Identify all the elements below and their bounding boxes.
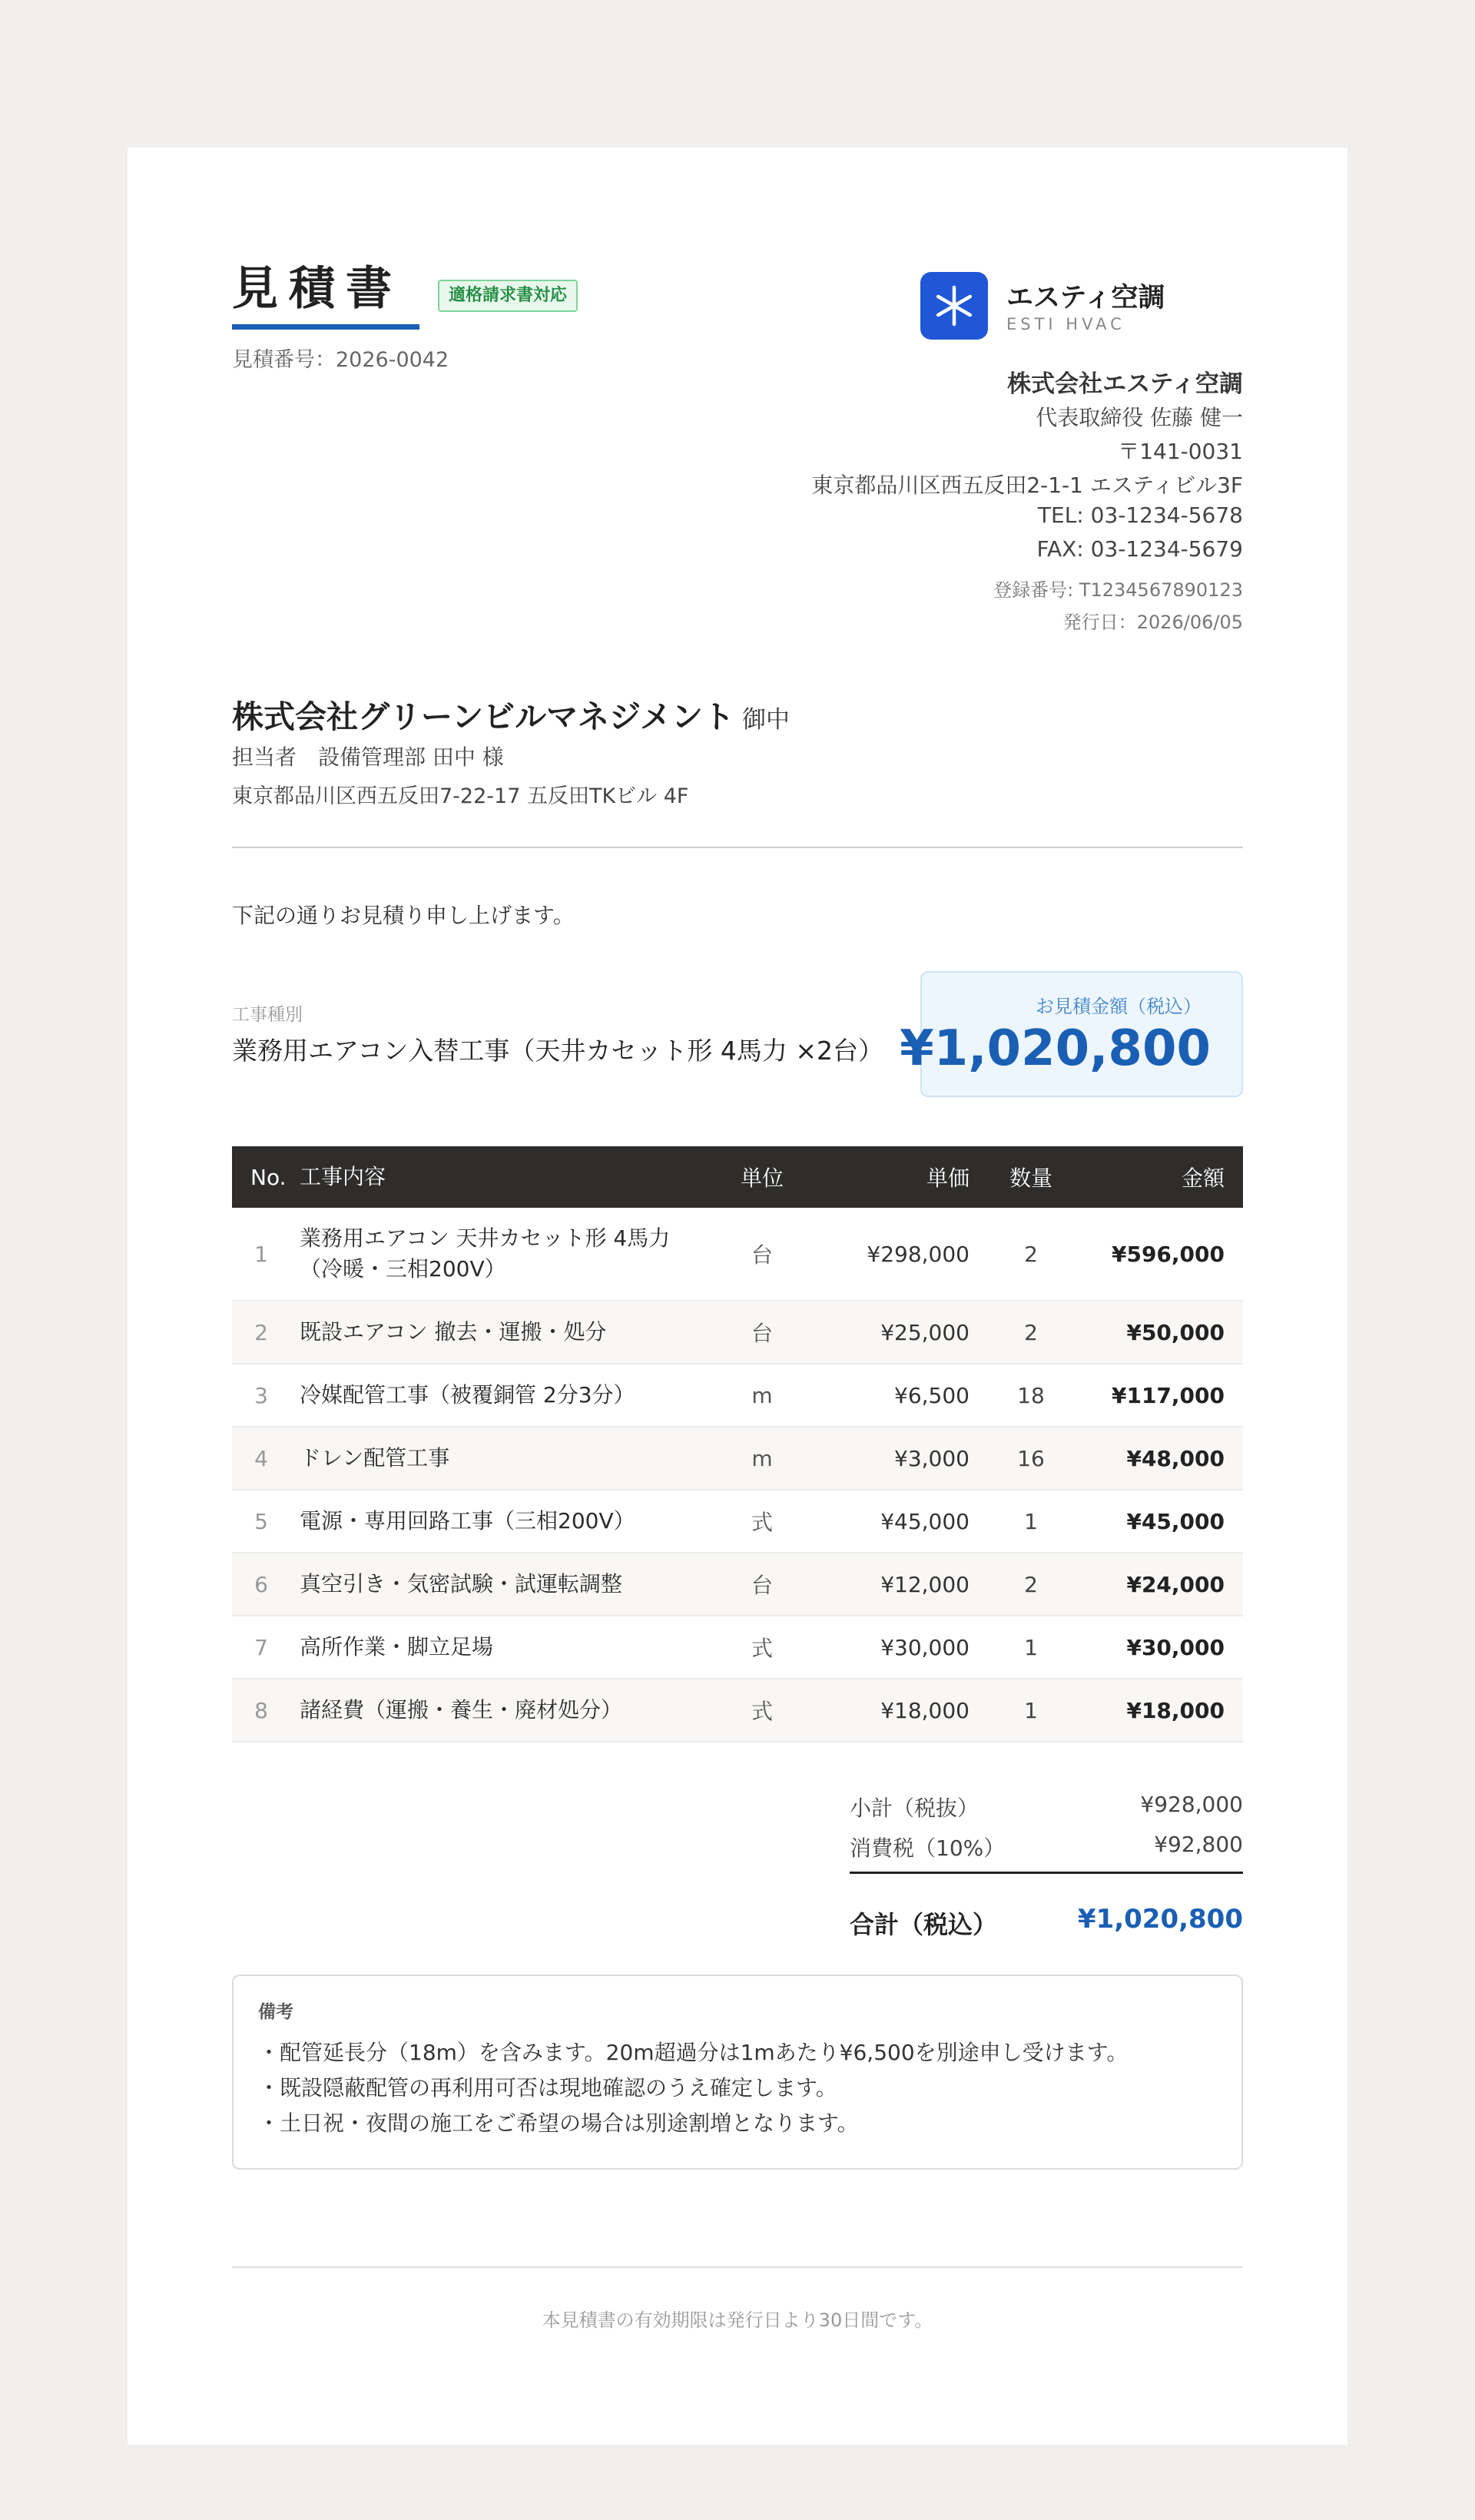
row-item-line1: 業務用エアコン 天井カセット形 4馬力 bbox=[300, 1225, 671, 1251]
client-contact: 担当者 設備管理部 田中 様 bbox=[232, 744, 504, 770]
row-item: ドレン配管工事 bbox=[300, 1445, 450, 1471]
row-unit: m bbox=[751, 1445, 773, 1471]
table-row bbox=[232, 1553, 1243, 1616]
divider bbox=[232, 847, 1243, 848]
row-unit: 式 bbox=[751, 1510, 773, 1535]
row-price: ¥45,000 bbox=[880, 1508, 970, 1534]
note-line: ・土日祝・夜間の施工をご希望の場合は別途割増となります。 bbox=[258, 2110, 859, 2136]
header-item: 工事内容 bbox=[300, 1164, 386, 1189]
table-header bbox=[232, 1146, 1243, 1208]
row-no: 1 bbox=[254, 1241, 268, 1267]
row-unit: 式 bbox=[751, 1636, 773, 1661]
company-fax: FAX: 03-1234-5679 bbox=[1036, 536, 1243, 562]
header-unit: 単位 bbox=[740, 1166, 784, 1191]
row-unit: 台 bbox=[751, 1321, 773, 1346]
line-items-table bbox=[232, 1146, 1243, 1742]
row-no: 7 bbox=[254, 1634, 268, 1660]
header-no: No. bbox=[250, 1164, 287, 1190]
row-unit: 台 bbox=[751, 1573, 773, 1598]
table-row bbox=[232, 1427, 1243, 1490]
company-representative: 代表取締役 佐藤 健一 bbox=[1036, 405, 1243, 430]
row-qty: 1 bbox=[1024, 1508, 1038, 1534]
table-row bbox=[232, 1490, 1243, 1553]
client-company: 株式会社グリーンビルマネジメント bbox=[232, 698, 734, 735]
subtotal-label: 小計（税抜） bbox=[850, 1796, 979, 1821]
header-amount: 金額 bbox=[1181, 1166, 1225, 1191]
brand-subtitle: ESTI HVAC bbox=[1006, 315, 1125, 333]
row-amount: ¥45,000 bbox=[1126, 1508, 1225, 1534]
row-qty: 1 bbox=[1024, 1634, 1038, 1660]
row-amount: ¥18,000 bbox=[1126, 1697, 1225, 1723]
grand-total-label: 合計（税込） bbox=[850, 1910, 998, 1939]
row-no: 6 bbox=[254, 1571, 268, 1597]
intro-text: 下記の通りお見積り申し上げます。 bbox=[232, 903, 575, 928]
tax-label: 消費税（10%） bbox=[850, 1835, 1006, 1861]
company-logo bbox=[920, 272, 988, 340]
snowflake-icon bbox=[931, 283, 977, 329]
row-qty: 2 bbox=[1024, 1319, 1038, 1345]
table-row bbox=[232, 1679, 1243, 1742]
work-type-label: 工事種別 bbox=[232, 1005, 303, 1025]
totals-rule bbox=[850, 1872, 1243, 1874]
quote-amount-value: ¥1,020,800 bbox=[900, 1020, 1211, 1077]
row-item bbox=[300, 1208, 730, 1300]
row-amount: ¥596,000 bbox=[1111, 1241, 1225, 1267]
row-unit: m bbox=[751, 1382, 773, 1408]
title-underline bbox=[232, 324, 419, 330]
row-price: ¥3,000 bbox=[894, 1445, 970, 1471]
client-address: 東京都品川区西五反田7-22-17 五反田TKビル 4F bbox=[232, 784, 689, 808]
qualified-invoice-badge: 適格請求書対応 bbox=[438, 280, 578, 312]
grand-total-value: ¥1,020,800 bbox=[1077, 1904, 1243, 1935]
work-type-value: 業務用エアコン入替工事（天井カセット形 4馬力 ×2台） bbox=[232, 1036, 883, 1066]
quote-number: 見積番号：2026-0042 bbox=[232, 348, 449, 372]
row-item: 高所作業・脚立足場 bbox=[300, 1634, 494, 1660]
validity-note: 本見積書の有効期限は発行日より30日間です。 bbox=[542, 2309, 933, 2331]
row-item: 真空引き・気密試験・試運転調整 bbox=[300, 1571, 623, 1597]
row-amount: ¥24,000 bbox=[1126, 1571, 1225, 1597]
company-tel: TEL: 03-1234-5678 bbox=[1037, 502, 1243, 528]
company-postal: 〒141-0031 bbox=[1118, 439, 1243, 464]
note-line: ・既設隠蔽配管の再利用可否は現地確認のうえ確定します。 bbox=[258, 2075, 837, 2101]
footer-divider bbox=[232, 2266, 1243, 2268]
row-item: 電源・専用回路工事（三相200V） bbox=[300, 1508, 635, 1534]
issue-date: 発行日：2026/06/05 bbox=[1062, 612, 1243, 633]
table-row bbox=[232, 1364, 1243, 1427]
row-price: ¥18,000 bbox=[880, 1697, 970, 1723]
row-amount: ¥50,000 bbox=[1126, 1319, 1225, 1345]
company-name: 株式会社エスティ空調 bbox=[1007, 370, 1243, 398]
row-price: ¥6,500 bbox=[894, 1382, 970, 1408]
subtotal-value: ¥928,000 bbox=[1140, 1792, 1243, 1817]
row-item: 既設エアコン 撤去・運搬・処分 bbox=[300, 1319, 607, 1345]
quote-document bbox=[128, 148, 1347, 2445]
row-amount: ¥117,000 bbox=[1111, 1382, 1225, 1408]
note-line: ・配管延長分（18m）を含みます。20m超過分は1mあたり¥6,500を別途申し受けます。 bbox=[258, 2040, 1129, 2065]
client-name bbox=[232, 691, 790, 737]
brand-name: エスティ空調 bbox=[1006, 283, 1165, 313]
company-address: 東京都品川区西五反田2-1-1 エスティビル3F bbox=[811, 472, 1243, 498]
table-row bbox=[232, 1616, 1243, 1679]
row-no: 3 bbox=[254, 1382, 268, 1408]
row-unit: 式 bbox=[751, 1699, 773, 1724]
table-row bbox=[232, 1208, 1243, 1301]
notes-title: 備考 bbox=[258, 2002, 293, 2022]
row-item: 冷媒配管工事（被覆銅管 2分3分） bbox=[300, 1382, 635, 1408]
row-amount: ¥30,000 bbox=[1126, 1634, 1225, 1660]
header-qty: 数量 bbox=[1009, 1166, 1052, 1191]
row-price: ¥12,000 bbox=[880, 1571, 970, 1597]
header-price: 単価 bbox=[926, 1166, 970, 1191]
row-price: ¥298,000 bbox=[867, 1241, 970, 1267]
table-row bbox=[232, 1301, 1243, 1364]
quote-amount-card bbox=[900, 971, 1243, 1097]
row-qty: 16 bbox=[1017, 1445, 1045, 1471]
row-qty: 18 bbox=[1017, 1382, 1045, 1408]
row-no: 8 bbox=[254, 1697, 268, 1723]
row-item-line2: （冷暖・三相200V） bbox=[300, 1256, 506, 1282]
row-no: 2 bbox=[254, 1319, 268, 1345]
row-amount: ¥48,000 bbox=[1126, 1445, 1225, 1471]
row-no: 4 bbox=[254, 1445, 268, 1471]
row-price: ¥25,000 bbox=[880, 1319, 970, 1345]
row-unit: 台 bbox=[751, 1242, 773, 1268]
tax-value: ¥92,800 bbox=[1154, 1832, 1243, 1857]
client-honorific: 御中 bbox=[741, 706, 790, 734]
row-no: 5 bbox=[254, 1508, 268, 1534]
quote-amount-label: お見積金額（税込） bbox=[1036, 996, 1202, 1017]
row-item: 諸経費（運搬・養生・廃材処分） bbox=[300, 1697, 623, 1723]
row-price: ¥30,000 bbox=[880, 1634, 970, 1660]
row-qty: 2 bbox=[1024, 1571, 1038, 1597]
row-qty: 1 bbox=[1024, 1697, 1038, 1723]
row-qty: 2 bbox=[1024, 1241, 1038, 1267]
document-title: 見積書 bbox=[232, 262, 403, 316]
registration-number: 登録番号: T1234567890123 bbox=[993, 579, 1243, 601]
notes-box bbox=[232, 1975, 1243, 2170]
